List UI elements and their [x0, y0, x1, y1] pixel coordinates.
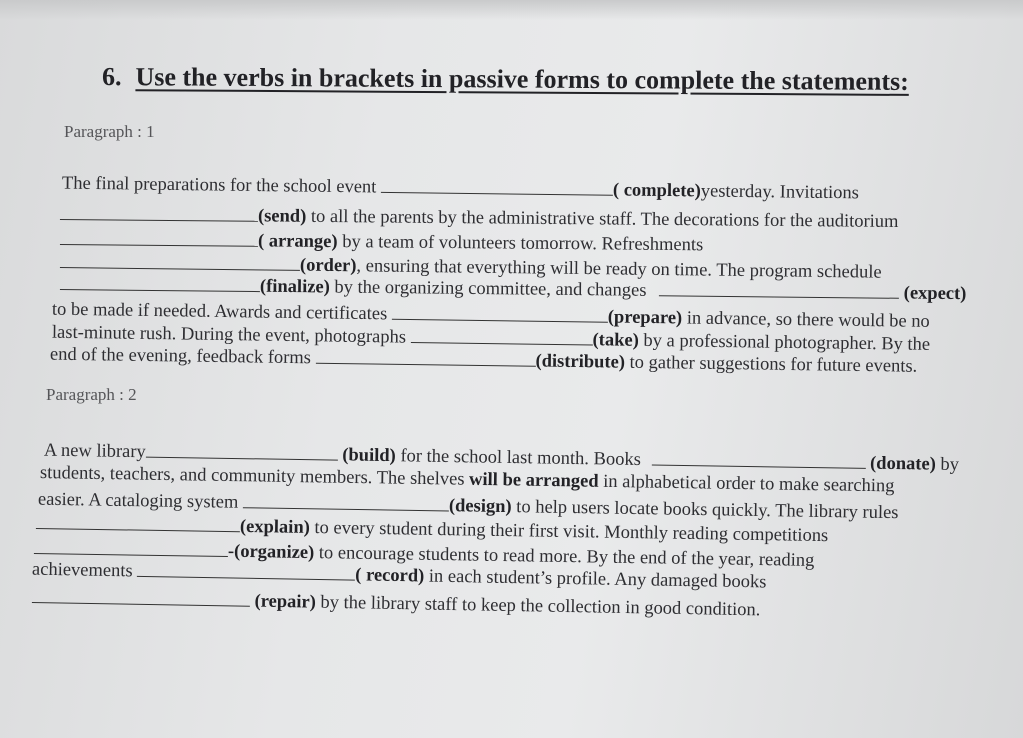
p2-line-1-tail: for the school last month. Books [395, 446, 642, 471]
verb-hint: ( arrange) [257, 231, 338, 253]
p2-line-2-tail: in alphabetical order to make searching [598, 471, 895, 497]
exercise-title [102, 62, 909, 97]
verb-hint: (donate) [869, 453, 937, 475]
answer-blank[interactable] [60, 272, 260, 292]
p2-line-3-text: easier. A cataloging system [37, 489, 239, 513]
answer-blank[interactable] [243, 490, 449, 511]
page-top-shadow [0, 0, 1023, 20]
verb-hint: (explain) [239, 516, 311, 538]
verb-hint: ( record) [355, 565, 425, 587]
exercise-number: 6. [101, 62, 122, 92]
answer-blank[interactable] [381, 175, 613, 195]
bold-phrase: will be arranged [468, 469, 599, 492]
verb-hint: (take) [592, 330, 639, 351]
p1-line-7-tail: by a professional photographer. By the [638, 330, 931, 355]
p2-line-7-text: by the library staff to keep the collection in good condition. [315, 592, 761, 621]
answer-blank[interactable] [411, 325, 593, 345]
p1-line-8-tail: to gather suggestions for future events. [624, 352, 918, 377]
p2-line-4-text: to every student during their first visit. Monthly reading competitions [309, 517, 829, 547]
p1-line-6-text: to be made if needed. Awards and certificates [51, 299, 388, 325]
p2-line-6-tail: in each student’s profile. Any damaged books [424, 566, 767, 593]
answer-blank[interactable] [651, 448, 865, 469]
p1-line-8-text: end of the evening, feedback forms [49, 344, 312, 369]
p1-line-1 [62, 171, 859, 204]
p1-line-4-text: , ensuring that everything will be ready on time. The program schedule [356, 256, 882, 283]
p1-line-1-tail: yesterday. Invitations [700, 181, 859, 204]
verb-hint: (expect) [903, 283, 967, 305]
p2-line-5-text: to encourage students to read more. By the end of the year, reading [314, 543, 815, 571]
verb-hint: -(organize) [227, 541, 315, 564]
verb-hint: (design) [448, 496, 512, 518]
answer-blank[interactable] [36, 511, 240, 532]
verb-hint: (finalize) [259, 276, 330, 298]
p1-line-1-text: The final preparations for the school event [61, 173, 377, 198]
p2-line-1-end: by [935, 454, 960, 476]
verb-hint: (repair) [254, 591, 317, 613]
p1-line-2-text: to all the parents by the administrative staff. The decorations for the auditorium [306, 206, 899, 232]
p1-line-5-text: by the organizing committee, and changes [329, 277, 647, 301]
verb-hint: (prepare) [607, 307, 683, 329]
paragraph-1-label: Paragraph : 1 [64, 122, 155, 141]
verb-hint: ( complete) [612, 180, 701, 202]
p2-line-3-tail: to help users locate books quickly. The library rules [511, 497, 899, 524]
p2-line-6-text: achievements [31, 559, 133, 582]
p1-line-6-tail: in advance, so there would be no [682, 308, 930, 332]
answer-blank[interactable] [60, 250, 300, 271]
answer-blank[interactable] [315, 346, 535, 367]
p2-line-1-text: A new library [43, 440, 146, 463]
paragraph-2-label: Paragraph : 2 [46, 385, 137, 404]
p2-line-2-text: students, teachers, and community members. The shelves [39, 463, 470, 490]
answer-blank[interactable] [32, 585, 250, 606]
exercise-instruction: Use the verbs in brackets in passive forms to complete the statements: [135, 62, 909, 96]
p1-line-3-text: by a team of volunteers tomorrow. Refreshments [337, 232, 704, 256]
verb-hint: (send) [257, 206, 307, 227]
answer-blank[interactable] [392, 302, 608, 323]
answer-blank[interactable] [137, 559, 355, 580]
answer-blank[interactable] [60, 202, 258, 221]
answer-blank[interactable] [34, 536, 228, 557]
verb-hint: (build) [342, 445, 396, 467]
answer-blank[interactable] [659, 278, 899, 298]
answer-blank[interactable] [146, 440, 338, 461]
answer-blank[interactable] [60, 227, 258, 246]
verb-hint: (order) [299, 255, 357, 277]
p1-line-7-text: last-minute rush. During the event, photographs [51, 322, 407, 348]
verb-hint: (distribute) [535, 351, 626, 373]
